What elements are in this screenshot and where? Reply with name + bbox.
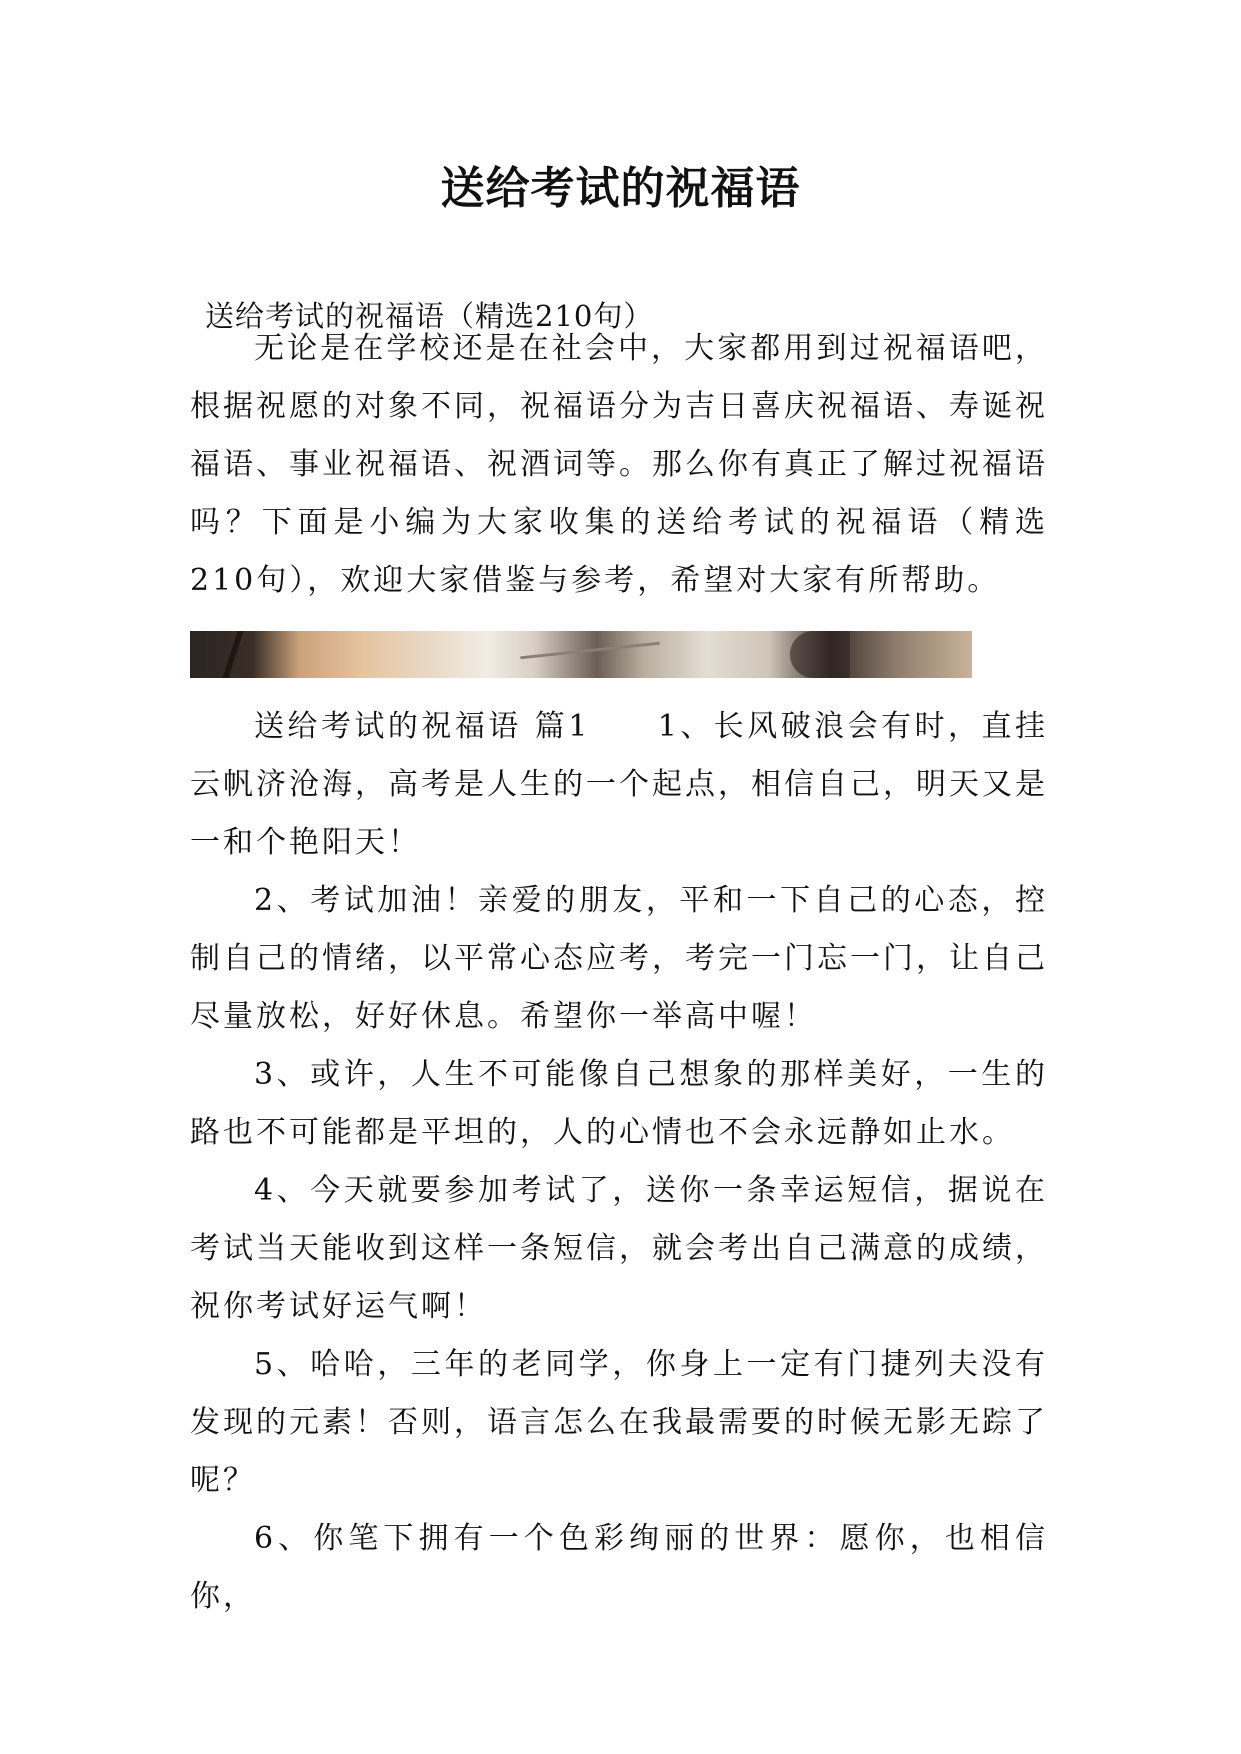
blessing-paragraph-2: 2、考试加油！亲爱的朋友，平和一下自己的心态，控制自己的情绪，以平常心态应考，考完一门忘一门，让自己尽量放松，好好休息。希望你一举高中喔！: [190, 883, 1048, 1034]
exam-photo-strip: [190, 631, 972, 678]
blessing-paragraph-3: 3、或许，人生不可能像自己想象的那样美好，一生的路也不可能都是平坦的，人的心情也不会永远静如止水。: [190, 1057, 1048, 1150]
blessing-paragraph-6: 6、你笔下拥有一个色彩绚丽的世界：愿你，也相信你，: [190, 1521, 1048, 1614]
blessing-paragraph-1: 送给考试的祝福语 篇1 1、长风破浪会有时，直挂云帆济沧海，高考是人生的一个起点，相信自己，明天又是一和个艳阳天！: [190, 709, 1048, 860]
blessing-paragraph-4: 4、今天就要参加考试了，送你一条幸运短信，据说在考试当天能收到这样一条短信，就会考出自己满意的成绩，祝你考试好运气啊！: [190, 1173, 1048, 1324]
document-subtitle: 送给考试的祝福语（精选210句）: [205, 299, 654, 333]
document-title: 送给考试的祝福语: [440, 163, 801, 214]
intro-paragraph: 无论是在学校还是在社会中，大家都用到过祝福语吧，根据祝愿的对象不同，祝福语分为吉日喜庆祝福语、寿诞祝福语、事业祝福语、祝酒词等。那么你有真正了解过祝福语吗？下面是小编为大家收集的送给考试的祝福语（精选210句），欢迎大家借鉴与参考，希望对大家有所帮助。: [190, 331, 1048, 598]
blessing-paragraph-5: 5、哈哈，三年的老同学，你身上一定有门捷列夫没有发现的元素！否则，语言怎么在我最需要的时候无影无踪了呢？: [190, 1347, 1048, 1498]
